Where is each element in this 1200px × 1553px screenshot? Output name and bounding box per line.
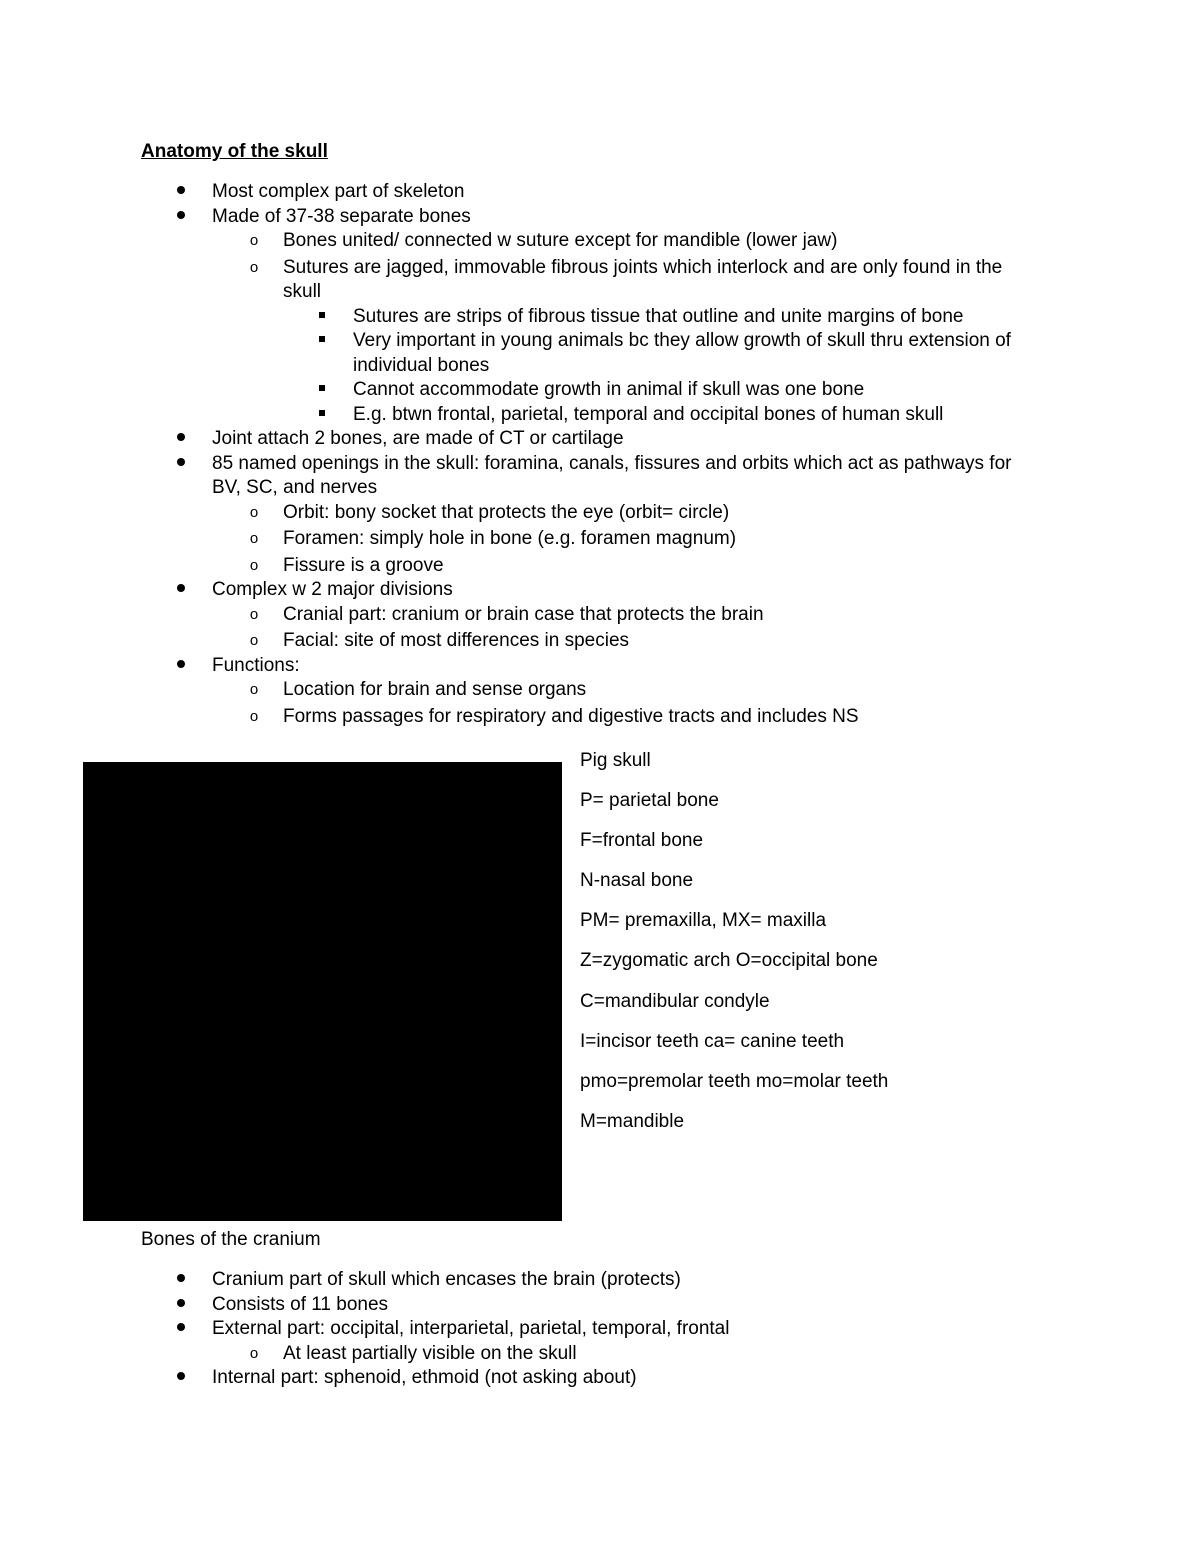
list-item xyxy=(0,403,1200,428)
bullet-circle-icon: o xyxy=(249,632,259,649)
section-heading-cranium: Bones of the cranium xyxy=(141,1229,321,1250)
bullet-circle-icon: o xyxy=(249,605,259,623)
figure-caption: Pig skull xyxy=(580,750,651,771)
legend-line: F=frontal bone xyxy=(580,830,704,852)
list-item xyxy=(0,305,1200,330)
list-item-text: Fissure is a groove xyxy=(283,554,444,576)
bullet-disc-icon xyxy=(171,1293,191,1318)
list-item-text: E.g. btwn frontal, parietal, temporal and occipital bones of human skull xyxy=(353,403,944,425)
legend-line: pmo=premolar teeth mo=molar teeth xyxy=(580,1070,889,1092)
list-item-text: Location for brain and sense organs xyxy=(283,679,587,700)
list-item xyxy=(0,180,1200,205)
list-item xyxy=(0,1317,1200,1342)
list-item xyxy=(0,256,1200,305)
list-item-text: Complex w 2 major divisions xyxy=(212,579,453,600)
list-item-text: Very important in young animals bc they allow growth of skull thru extension of individual bones xyxy=(353,330,1011,376)
list-item-text: Sutures are strips of fibrous tissue that outline and unite margins of bone xyxy=(353,305,964,327)
bullet-disc-icon xyxy=(171,654,191,679)
skull-overview-list xyxy=(0,180,1200,729)
list-item-text: Cranial part: cranium or brain case that protects the brain xyxy=(283,603,764,625)
list-item xyxy=(0,329,1200,378)
bullet-circle-icon: o xyxy=(249,530,259,547)
list-item xyxy=(0,554,1200,579)
cranium-bones-list xyxy=(0,1268,1200,1391)
list-item xyxy=(0,1293,1200,1318)
bullet-disc-icon xyxy=(171,205,191,230)
legend-line: PM= premaxilla, MX= maxilla xyxy=(580,910,827,932)
bullet-disc-icon xyxy=(171,1366,191,1391)
bullet-circle-icon: o xyxy=(249,707,259,725)
list-item xyxy=(0,427,1200,452)
list-item xyxy=(0,678,1200,703)
list-item xyxy=(0,578,1200,603)
list-item xyxy=(0,1366,1200,1391)
list-item-text: At least partially visible on the skull xyxy=(283,1342,577,1364)
legend-line: N-nasal bone xyxy=(580,870,694,892)
list-item xyxy=(0,603,1200,628)
bullet-circle-icon: o xyxy=(249,503,259,521)
legend-line: C=mandibular condyle xyxy=(580,990,770,1012)
figure-legend xyxy=(580,749,1100,1150)
bullet-square-icon xyxy=(312,305,332,330)
bullet-square-icon xyxy=(312,329,332,354)
pig-skull-image xyxy=(83,762,562,1221)
bullet-circle-icon: o xyxy=(249,681,259,698)
list-item-text: Internal part: sphenoid, ethmoid (not asking about) xyxy=(212,1367,637,1388)
bullet-circle-icon: o xyxy=(249,556,259,574)
bullet-disc-icon xyxy=(171,180,191,205)
list-item xyxy=(0,629,1200,654)
list-item xyxy=(0,1342,1200,1367)
bullet-disc-icon xyxy=(171,1317,191,1342)
list-item-text: External part: occipital, interparietal, parietal, temporal, frontal xyxy=(212,1318,730,1339)
list-item-text: Cranium part of skull which encases the brain (protects) xyxy=(212,1269,681,1290)
bullet-circle-icon: o xyxy=(249,232,259,249)
legend-line: Z=zygomatic arch O=occipital bone xyxy=(580,950,878,972)
bullet-disc-icon xyxy=(171,452,191,477)
page-title: Anatomy of the skull xyxy=(141,141,328,162)
list-item-text: Foramen: simply hole in bone (e.g. foramen magnum) xyxy=(283,528,737,549)
bullet-square-icon xyxy=(312,378,332,403)
bullet-disc-icon xyxy=(171,427,191,452)
list-item-text: Facial: site of most differences in species xyxy=(283,630,630,651)
list-item-text: Most complex part of skeleton xyxy=(212,181,465,202)
list-item xyxy=(0,501,1200,526)
list-item-text: Sutures are jagged, immovable fibrous joints which interlock and are only found in the skull xyxy=(283,256,1003,302)
list-item xyxy=(0,452,1200,501)
legend-line: M=mandible xyxy=(580,1110,685,1132)
bullet-square-icon xyxy=(312,403,332,428)
list-item-text: 85 named openings in the skull: foramina, canals, fissures and orbits which act as pathways for BV, SC, and nerves xyxy=(212,452,1012,498)
list-item-text: Bones united/ connected w suture except for mandible (lower jaw) xyxy=(283,230,838,251)
list-item xyxy=(0,527,1200,552)
list-item-text: Orbit: bony socket that protects the eye (orbit= circle) xyxy=(283,501,730,523)
list-item xyxy=(0,378,1200,403)
list-item-text: Forms passages for respiratory and digestive tracts and includes NS xyxy=(283,705,859,727)
bullet-disc-icon xyxy=(171,578,191,603)
list-item-text: Made of 37-38 separate bones xyxy=(212,205,471,227)
list-item-text: Consists of 11 bones xyxy=(212,1293,389,1315)
list-item-text: Joint attach 2 bones, are made of CT or cartilage xyxy=(212,428,624,449)
list-item xyxy=(0,205,1200,230)
list-item xyxy=(0,654,1200,679)
legend-line: I=incisor teeth ca= canine teeth xyxy=(580,1030,845,1052)
legend-line: P= parietal bone xyxy=(580,790,719,812)
list-item xyxy=(0,1268,1200,1293)
list-item-text: Functions: xyxy=(212,654,300,676)
list-item xyxy=(0,229,1200,254)
bullet-circle-icon: o xyxy=(249,258,259,276)
bullet-disc-icon xyxy=(171,1268,191,1293)
bullet-circle-icon: o xyxy=(249,1344,259,1362)
list-item xyxy=(0,705,1200,730)
list-item-text: Cannot accommodate growth in animal if skull was one bone xyxy=(353,379,865,400)
